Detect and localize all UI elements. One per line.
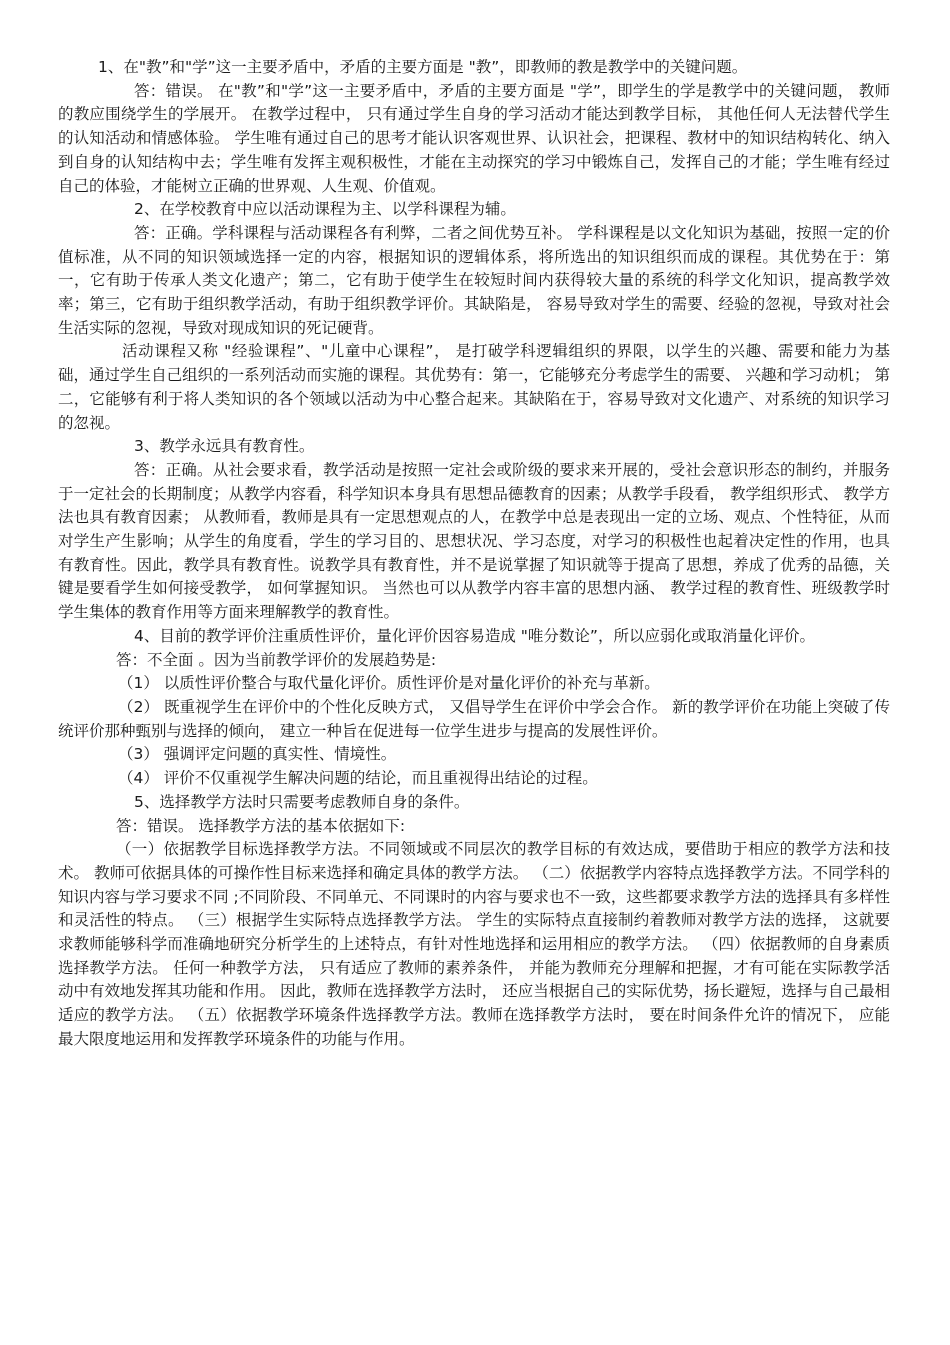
answer-2: 答：正确。学科课程与活动课程各有利弊，二者之间优势互补。 学科课程是以文化知识为基础，按照一定的价值标准，从不同的知识领域选择一定的内容，根据知识的逻辑体系，将所选出的知识组织而成的课程。其优势在于：第一，它有助于传承人类文化遗产；第二，它有助于使学生在较短时间内获得较大量的系统的科学文化知识，提高教学效率；第三，它有助于组织教学活动，有助于组织教学评价。其缺陷是， 容易导致对学生的需要、经验的忽视，导致对社会生活实际的忽视，导致对现成知识的死记硬背。	[58, 223, 890, 337]
question-3: 3、教学永远具有教育性。	[134, 437, 315, 456]
question-4: 4、目前的教学评价注重质性评价，量化评价因容易造成 "唯分数论”，所以应弱化或取消量化评价。	[134, 626, 815, 645]
answer-4: 答：不全面 。因为当前教学评价的发展趋势是:	[116, 650, 437, 669]
document-page	[58, 56, 890, 1052]
question-2: 2、在学校教育中应以活动课程为主、以学科课程为辅。	[134, 200, 516, 219]
question-5: 5、选择教学方法时只需要考虑教师自身的条件。	[134, 792, 470, 811]
answer-4-item-4: （4） 评价不仅重视学生解决问题的结论，而且重视得出结论的过程。	[118, 769, 598, 788]
answer-4-item-1: （1） 以质性评价整合与取代量化评价。质性评价是对量化评价的补充与革新。	[118, 674, 660, 693]
question-1: 1、在"教”和"学”这一主要矛盾中，矛盾的主要方面是 "教”，即教师的教是教学中的关键问题。	[98, 58, 748, 76]
answer-4-item-3: （3） 强调评定问题的真实性、情境性。	[118, 745, 397, 764]
answer-3: 答：正确。从社会要求看，教学活动是按照一定社会或阶级的要求来开展的，受社会意识形态的制约，并服务于一定社会的长期制度；从教学内容看，科学知识本身具有思想品德教育的因素；从教学手段看， 教学组织形式、 教学方法也具有教育因素； 从教师看，教师是具有一定思想观点的人，在教学中总是表现出一定的立场、观点、个性特征，从而对学生产生影响；从学生的角度看，学生的学习目的、思想状况、学习态度，对学习的积极性也起着决定性的作用，也具有教育性。因此，教学具有教育性。说教学具有教育性，并不是说掌握了知识就等于提高了思想，养成了优秀的品德，关键是要看学生如何接受教学， 如何掌握知识。 当然也可以从教学内容丰富的思想内涵、 教学过程的教育性、班级教学时学生集体的教育作用等方面来理解教学的教育性。	[58, 460, 890, 622]
answer-4-item-2: （2） 既重视学生在评价中的个性化反映方式， 又倡导学生在评价中学会合作。 新的教学评价在功能上突破了传统评价那种甄别与选择的倾向， 建立一种旨在促进每一位学生进步与提高的发展性评价。	[58, 697, 890, 740]
answer-2-activity-curriculum: 活动课程又称 "经验课程”、"儿童中心课程”， 是打破学科逻辑组织的界限，以学生的兴趣、需要和能力为基础，通过学生自己组织的一系列活动而实施的课程。其优势有：第一，它能够充分考虑学生的需要、 兴趣和学习动机； 第二，它能够有利于将人类知识的各个领域以活动为中心整合起来。其缺陷在于，容易导致对文化遗产、对系统的知识学习的忽视。	[58, 342, 890, 432]
answer-5-bases: （一）依据教学目标选择教学方法。不同领域或不同层次的教学目标的有效达成，要借助于相应的教学方法和技术。 教师可依据具体的可操作性目标来选择和确定具体的教学方法。 （二）依据教学内容特点选择教学方法。不同学科的知识内容与学习要求不同 ;不同阶段、不同单元、不同课时的内容与要求也不一致，这些都要求教学方法的选择具有多样性和灵活性的特点。 （三）根据学生实际特点选择教学方法。 学生的实际特点直接制约着教师对教学方法的选择， 这就要求教师能够科学而准确地研究分析学生的上述特点，有针对性地选择和运用相应的教学方法。 （四）依据教师的自身素质选择教学方法。 任何一种教学方法， 只有适应了教师的素养条件， 并能为教师充分理解和把握，才有可能在实际教学活动中有效地发挥其功能和作用。 因此，教师在选择教学方法时， 还应当根据自己的实际优势，扬长避短，选择与自己最相适应的教学方法。 （五）依据教学环境条件选择教学方法。教师在选择教学方法时， 要在时间条件允许的情况下， 应能最大限度地运用和发挥教学环境条件的功能与作用。	[58, 840, 890, 1048]
answer-1: 答：错误。 在"教”和"学”这一主要矛盾中，矛盾的主要方面是 "学”，即学生的学是教学中的关键问题， 教师的教应围绕学生的学展开。 在教学过程中， 只有通过学生自身的学习活动才能达到教学目标， 其他任何人无法替代学生的认知活动和情感体验。 学生唯有通过自己的思考才能认识客观世界、认识社会，把课程、教材中的知识结构转化、纳入到自身的认知结构中去；学生唯有发挥主观积极性，才能在主动探究的学习中锻炼自己，发挥自己的才能；学生唯有经过自己的体验，才能树立正确的世界观、人生观、价值观。	[58, 81, 890, 195]
answer-5: 答：错误。 选择教学方法的基本依据如下:	[116, 816, 406, 835]
